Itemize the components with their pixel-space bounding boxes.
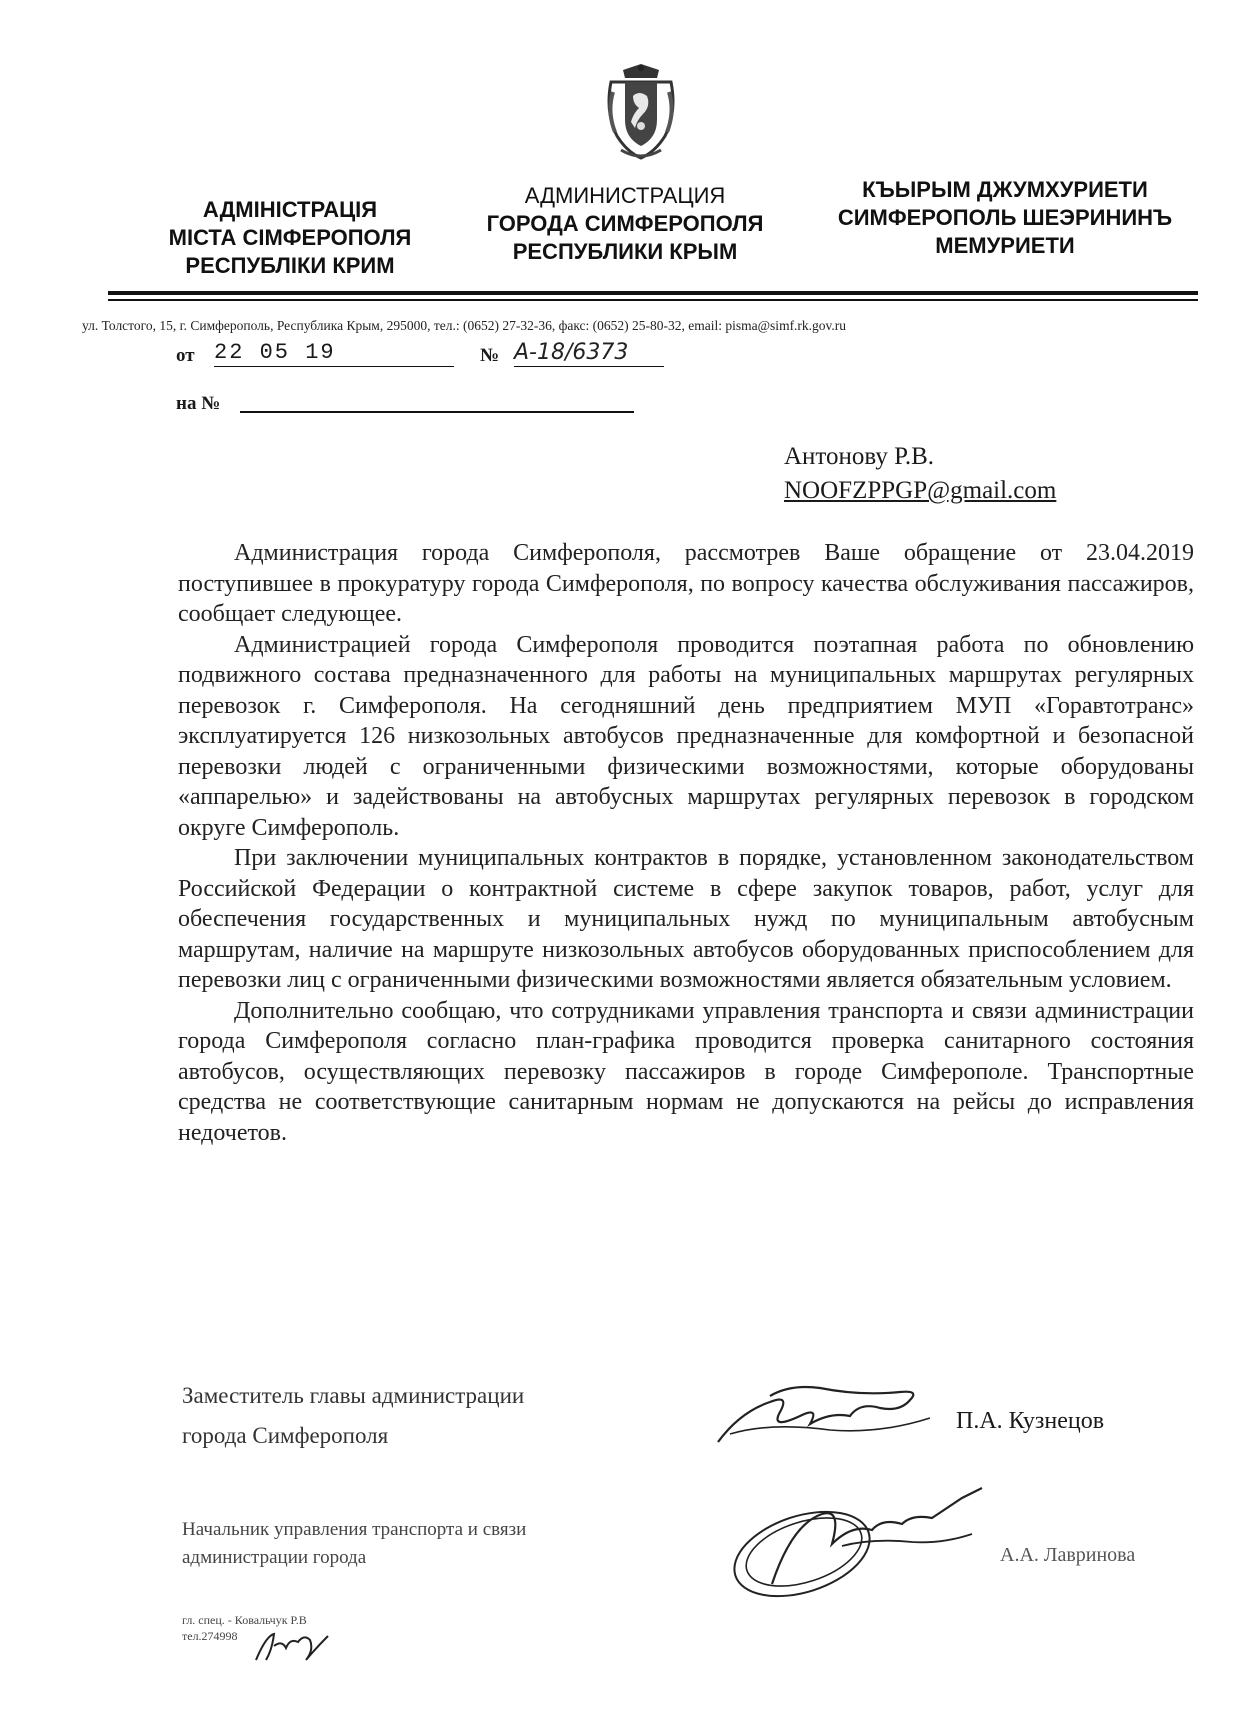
header-ru-line-2: ГОРОДА СИМФЕРОПОЛЯ	[486, 211, 764, 236]
paragraph-4: Дополнительно сообщаю, что сотрудниками управления транспорта и связи администрации города Симферополя согласно план-графика проводится проверка санитарного состояния автобусов, осуществляющих перевозку пассажиров в городе Симферополе. Транспортные средства не соответствующие санитарным нормам не допускаются на рейсы до исправления недочетов.	[178, 997, 1194, 1146]
paragraph-2: Администрацией города Симферополя проводится поэтапная работа по обновлению подвижного состава предназначенного для работы на муниципальных маршрутах регулярных перевозок г. Симферополя. На сегодняшний день предприятием МУП «Горавтотранс» эксплуатируется 126 низкозольных автобусов предназначенные для комфортной и безопасной перевозки людей с ограниченными физическими возможностями, которые оборудованы «аппарелью» и задействованы на автобусных маршрутах регулярных перевозок в городском округе Симферополь.	[178, 631, 1194, 841]
header-rule-thick	[108, 291, 1198, 295]
signatory1-title-line-1: Заместитель главы администрации	[182, 1383, 525, 1408]
header-ct-line-1: КЪЫРЫМ ДЖУМХУРИЕТИ	[862, 177, 1148, 202]
header-ua-line-1: АДМІНІСТРАЦІЯ	[202, 197, 378, 222]
signatory2-title-line-1: Начальник управления транспорта и связи	[182, 1519, 527, 1540]
date-label: от	[176, 345, 195, 366]
office-address: ул. Толстого, 15, г. Симферополь, Республика Крым, 295000, тел.: (0652) 27-32-36, факс: (0652) 25-80-32, email: pisma@simf.rk.gov.ru	[82, 318, 847, 333]
signature-2-icon	[712, 1484, 1032, 1604]
header-ru-line-3: РЕСПУБЛИКИ КРЫМ	[512, 239, 738, 264]
executor-phone: тел.274998	[182, 1629, 238, 1643]
signatory1-title-line-2: города Симферополя	[182, 1423, 389, 1448]
coat-of-arms-emblem	[603, 62, 679, 162]
signatory2-title	[182, 1516, 526, 1572]
signature-1-icon	[710, 1372, 940, 1452]
signatory1-name: П.А. Кузнецов	[956, 1408, 1105, 1434]
signatory1-title	[182, 1376, 524, 1456]
letter-body	[178, 538, 1194, 1148]
header-ct-line-3: МЕМУРИЕТИ	[935, 233, 1075, 258]
signatory2-name: А.А. Лавринова	[1000, 1544, 1136, 1566]
reply-to-line	[240, 411, 634, 413]
addressee-name: Антонову Р.В.	[784, 443, 935, 470]
header-ua-line-3: РЕСПУБЛІКИ КРИМ	[185, 253, 395, 278]
executor-signature-icon	[252, 1626, 332, 1666]
header-ct-line-2: СИМФЕРОПОЛЬ ШЕЭРИНИНЪ	[837, 205, 1173, 230]
addressee-block	[784, 440, 1056, 508]
paragraph-1: Администрация города Симферополя, рассмотрев Ваше обращение от 23.04.2019 поступившее в прокуратуру города Симферополя, по вопросу качества обслуживания пассажиров, сообщает следующее.	[178, 540, 1194, 627]
header-rule-thin	[108, 299, 1198, 301]
letter-number: А-18/6373	[514, 340, 664, 367]
header-ukrainian	[140, 196, 440, 280]
signatory2-title-line-2: администрации города	[182, 1547, 367, 1568]
addressee-email: NOOFZPPGP@gmail.com	[784, 477, 1057, 504]
header-ru-line-1: АДМИНИСТРАЦИЯ	[524, 183, 726, 208]
letter-date: 22 05 19	[214, 340, 454, 367]
header-russian	[460, 182, 790, 266]
paragraph-3: При заключении муниципальных контрактов в порядке, установленном законодательством Российской Федерации о контрактной системе в сфере закупок товаров, работ, услуг для обеспечения государственных и муниципальных нужд по муниципальным автобусным маршрутам, наличие на маршруте низкозольных автобусов оборудованных приспособлением для перевозки лиц с ограниченными физическими возможностями является обязательным условием.	[178, 845, 1194, 993]
header-ua-line-2: МІСТА СІМФЕРОПОЛЯ	[168, 225, 412, 250]
number-label: №	[480, 345, 500, 366]
executor-name: гл. спец. - Ковальчук Р.В	[182, 1613, 307, 1627]
reply-to-label: на №	[176, 393, 221, 414]
header-crimean-tatar	[800, 176, 1210, 260]
